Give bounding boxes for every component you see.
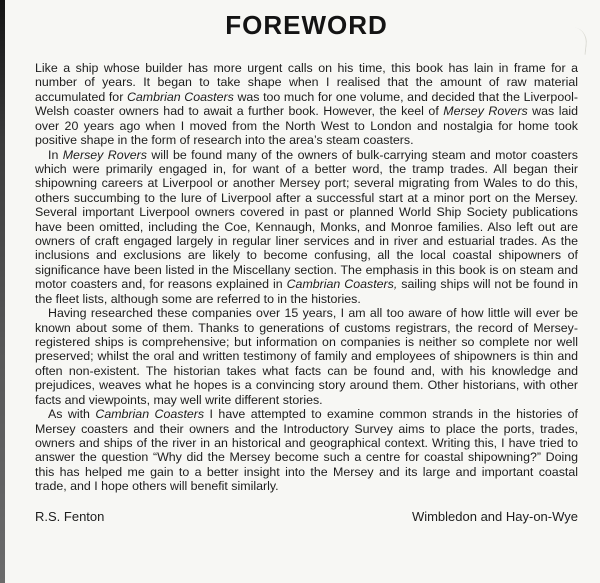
- text-run: Having researched these companies over 15 years, I am all too aware of how little will ever be known about some of them. Thanks to generations of customs registrars, the record of Mersey-registered ships is comprehensive; but information on companies is neither so complete nor well preserved; whilst the oral and written testimony of family and employees of shipowners is thin and often non-existent. The historian takes what facts can be found and, with his knowledge and prejudices, weaves what he hopes is a convincing story around them. Other historians, with other facts and viewpoints, may well write different stories.: [35, 306, 578, 407]
- book-title-italic: Cambrian Coasters: [126, 89, 234, 104]
- text-run: was too much for one volume, and decided that the Liverpool-Welsh coaster owners had to await a further book. However, the keel of: [35, 89, 578, 119]
- foreword-body: [35, 61, 578, 494]
- author-name: R.S. Fenton: [35, 508, 105, 524]
- paragraph: [35, 148, 578, 307]
- book-title-italic: Mersey Rovers: [62, 147, 147, 162]
- text-run: will be found many of the owners of bulk-carrying steam and motor coasters which were primarily engaged in, for want of a better word, the tramp trades. All began their shipowning careers at Liverpool or another Mersey port; several migrating from Wales to do this, others succumbing to the lure of Liverpool after a successful start at a minor port on the Mersey. Several important Liverpool owners covered in past or planned World Ship Society publications have been omitted, including the Coe, Kennaugh, Monks, and Monroe families. Also left out are owners of craft engaged largely in regular liner services and in river and estuarial trades. As the inclusions and exclusions are likely to become confusing, all the local coastal shipowners of significance have been listed in the Miscellany section. The emphasis in this book is on steam and motor coasters and, for reasons explained in: [35, 147, 579, 292]
- text-run: sailing ships will not be found in the fleet lists, although some are referred to in the histories.: [35, 277, 578, 306]
- text-run: In: [48, 147, 63, 162]
- book-title-italic: Cambrian Coasters: [95, 407, 205, 422]
- paragraph: [35, 61, 578, 148]
- location-text: Wimbledon and Hay-on-Wye: [411, 508, 578, 524]
- text-run: I have attempted to examine common strands in the histories of Mersey coasters and their owners and the Introductory Survey aims to place the ports, trades, owners and ships of the river in an historical and geographical context. Writing this, I have tried to answer the question “Why did the Mersey become such a centre for coastal shipowning?” Doing this has helped me gain to a better insight into the Mersey and its large and important coastal trade, and I hope others will benefit similarly.: [35, 407, 578, 494]
- text-run: was laid over 20 years ago when I moved from the North West to London and nostalgia for home took positive shape in the form of research into the area’s steam coasters.: [35, 104, 578, 148]
- paragraph: [35, 407, 578, 494]
- text-run: As with: [48, 407, 96, 422]
- book-title-italic: Mersey Rovers: [443, 104, 528, 119]
- page-title: FOREWORD: [225, 10, 388, 40]
- paragraph: [35, 306, 578, 407]
- text-run: Like a ship whose builder has more urgent calls on his time, this book has lain in frame for a number of years. It began to take shape when I realised that the amount of raw material accumulated for: [35, 61, 578, 104]
- book-title-italic: Cambrian Coasters,: [286, 277, 398, 292]
- signature-row: [35, 509, 578, 524]
